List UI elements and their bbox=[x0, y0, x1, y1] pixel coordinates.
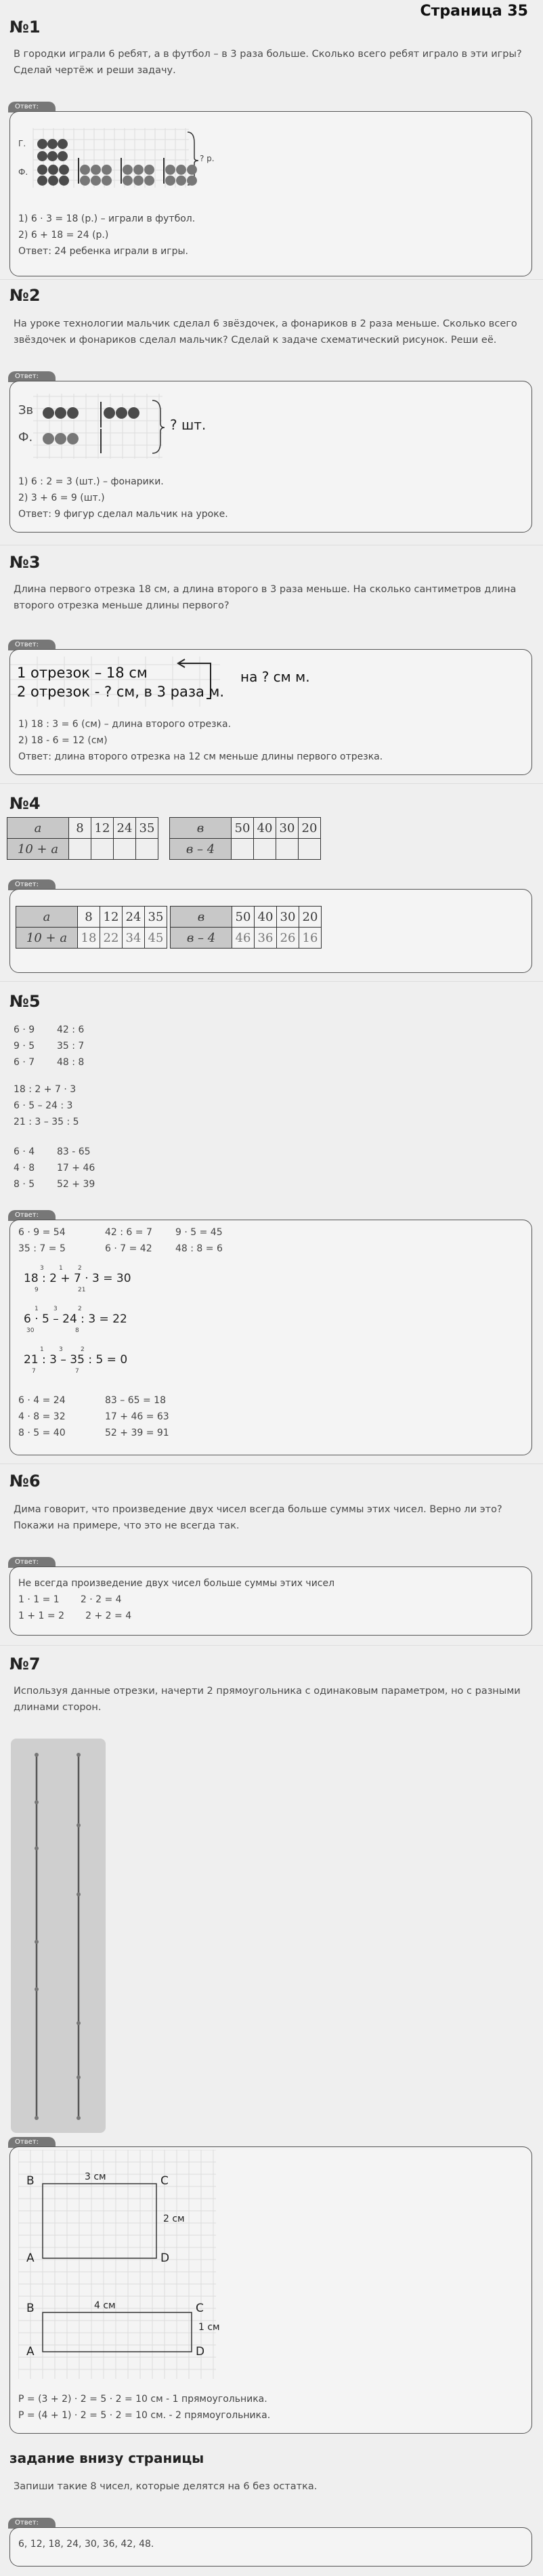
task2-question: ? шт. bbox=[170, 417, 207, 433]
task6-text: Дима говорит, что произведение двух чисел всегда больше суммы этих чисел. Верно ли это? Покажи на примере, что это не всегда так. bbox=[14, 1504, 502, 1531]
task3-answer-line3: Ответ: длина второго отрезка на 12 см меньше длины первого отрезка. bbox=[18, 751, 383, 762]
divider bbox=[0, 981, 543, 982]
table-head-a: a bbox=[16, 907, 78, 928]
diagram-dot bbox=[48, 165, 58, 175]
task1-label-g: Г. bbox=[18, 139, 26, 148]
rect1-vertex-c: C bbox=[160, 2174, 169, 2188]
task4-answer-table-a bbox=[16, 906, 167, 949]
task5-c3-r2: 4 · 8 bbox=[14, 1163, 35, 1173]
table-cell: 45 bbox=[145, 928, 167, 949]
task1-answer-line1: 1) 6 · 3 = 18 (р.) – играли в футбол. bbox=[18, 213, 196, 224]
task5-c1-r3: 6 · 7 bbox=[14, 1057, 35, 1068]
task2-label-stars: Зв bbox=[18, 403, 34, 417]
divider bbox=[0, 783, 543, 784]
table-cell: 8 bbox=[69, 818, 91, 839]
task4-number: №4 bbox=[9, 794, 41, 813]
diagram-dot bbox=[80, 165, 90, 175]
diagram-dot bbox=[104, 407, 115, 419]
answer-tab: Ответ: bbox=[8, 102, 56, 112]
task7-answer-line2: P = (4 + 1) · 2 = 5 · 2 = 10 см. - 2 прямоугольника. bbox=[18, 2410, 271, 2421]
task3-answer-line2: 2) 18 - 6 = 12 (см) bbox=[18, 735, 108, 746]
diagram-dot bbox=[67, 407, 79, 419]
diagram-dot bbox=[47, 139, 58, 149]
task3-line2: 2 отрезок - ? см, в 3 раза м. bbox=[17, 684, 225, 700]
task5-ans-d2: 17 + 46 = 63 bbox=[105, 1411, 169, 1422]
diagram-dot bbox=[165, 175, 175, 186]
table-cell: 18 bbox=[78, 928, 100, 949]
task8-number: задание внизу страницы bbox=[9, 2450, 204, 2466]
diagram-dot bbox=[37, 175, 47, 186]
rect2-vertex-c: C bbox=[196, 2302, 204, 2315]
task2-answer-line3: Ответ: 9 фигур сделал мальчик на уроке. bbox=[18, 509, 228, 520]
diagram-dot bbox=[144, 175, 154, 186]
task5-c4-r2: 17 + 46 bbox=[57, 1163, 95, 1173]
diagram-dot bbox=[58, 151, 68, 161]
table-cell: 20 bbox=[299, 818, 321, 839]
task4-table-a bbox=[7, 817, 158, 860]
table-head-a: a bbox=[7, 818, 69, 839]
table-cell: 24 bbox=[114, 818, 136, 839]
task8-answer: 6, 12, 18, 24, 30, 36, 42, 48. bbox=[18, 2539, 154, 2550]
task1-answer-line3: Ответ: 24 ребенка играли в игры. bbox=[18, 246, 188, 257]
intermediate-mark: 8 bbox=[75, 1327, 79, 1334]
task4-table-b bbox=[169, 817, 321, 860]
rect1-top-label: 3 см bbox=[85, 2172, 106, 2182]
answer-tab: Ответ: bbox=[8, 2518, 56, 2529]
order-mark: 2 bbox=[78, 1265, 82, 1272]
table-head-expr: 10 + a bbox=[7, 839, 69, 860]
task6-answer-line2: 1 · 1 = 1 2 · 2 = 4 bbox=[18, 1594, 122, 1605]
task5-c2-r3: 48 : 8 bbox=[57, 1057, 85, 1068]
diagram-dot bbox=[128, 407, 139, 419]
task1-number: №1 bbox=[9, 18, 41, 37]
task2-text: На уроке технологии мальчик сделал 6 звёздочек, а фонариков в 2 раза меньше. Сколько всего звёздочек и фонариков сделал мальчик? Сделай к задаче схематический рисунок. Реши её. bbox=[14, 318, 517, 346]
table-head-b: в bbox=[171, 907, 232, 928]
intermediate-mark: 7 bbox=[32, 1368, 36, 1375]
diagram-dot bbox=[47, 151, 58, 161]
task3-text: Длина первого отрезка 18 см, а длина второго в 3 раза меньше. На сколько сантиметров длина второго отрезка меньше длины первого? bbox=[14, 584, 517, 611]
table-head-expr: 10 + a bbox=[16, 928, 78, 949]
diagram-dot bbox=[43, 407, 54, 419]
task3-number: №3 bbox=[9, 553, 41, 572]
task5-expr3: 21 : 3 – 35 : 5 bbox=[14, 1117, 79, 1127]
task3-line1: 1 отрезок – 18 см bbox=[17, 665, 148, 681]
task3-question: на ? см м. bbox=[240, 669, 310, 685]
order-mark: 3 bbox=[40, 1265, 44, 1272]
task5-c1-r2: 9 · 5 bbox=[14, 1041, 35, 1052]
task7-answer-box bbox=[9, 2146, 532, 2434]
order-mark: 3 bbox=[53, 1306, 58, 1312]
table-head-expr: в – 4 bbox=[170, 839, 232, 860]
diagram-dot bbox=[144, 165, 154, 175]
task2-label-lanterns: Ф. bbox=[18, 430, 33, 444]
table-cell: 46 bbox=[232, 928, 255, 949]
answer-tab: Ответ: bbox=[8, 1557, 56, 1568]
rect1-vertex-d: D bbox=[160, 2251, 170, 2265]
task8-answer-box bbox=[9, 2527, 532, 2567]
task7-grid bbox=[18, 2150, 216, 2379]
rect1-side-label: 2 см bbox=[163, 2214, 185, 2224]
task6-answer-line3: 1 + 1 = 2 2 + 2 = 4 bbox=[18, 1611, 132, 1621]
task7-text: Используя данные отрезки, начерти 2 прямоугольника с одинаковым параметром, но с разными длинами сторон. bbox=[14, 1686, 521, 1713]
task5-ans-a1: 6 · 9 = 54 bbox=[18, 1227, 66, 1238]
rect2-vertex-b: B bbox=[26, 2302, 35, 2315]
task5-c3-r3: 8 · 5 bbox=[14, 1179, 35, 1190]
rect2-vertex-d: D bbox=[196, 2345, 205, 2359]
table-cell: 40 bbox=[255, 907, 277, 928]
task5-ans-a2: 42 : 6 = 7 bbox=[105, 1227, 152, 1238]
order-mark: 3 bbox=[59, 1346, 63, 1353]
table-cell: 40 bbox=[254, 818, 276, 839]
task5-c1-r1: 6 · 9 bbox=[14, 1024, 35, 1035]
task5-ans-b1: 35 : 7 = 5 bbox=[18, 1243, 66, 1254]
task2-number: №2 bbox=[9, 286, 41, 305]
task7-answer-line1: P = (3 + 2) · 2 = 5 · 2 = 10 см - 1 прямоугольника. bbox=[18, 2394, 267, 2405]
table-cell: 8 bbox=[78, 907, 100, 928]
diagram-dot bbox=[43, 433, 54, 444]
diagram-dot bbox=[133, 175, 144, 186]
diagram-dot bbox=[59, 165, 69, 175]
diagram-dot bbox=[187, 165, 197, 175]
table-cell: 16 bbox=[299, 928, 322, 949]
diagram-dot bbox=[176, 165, 186, 175]
rect1-vertex-b: B bbox=[26, 2174, 35, 2188]
page-title: Страница 35 bbox=[420, 3, 528, 20]
diagram-dot bbox=[58, 139, 68, 149]
table-cell: 35 bbox=[145, 907, 167, 928]
table-head-b: в bbox=[170, 818, 232, 839]
order-mark: 1 bbox=[59, 1265, 63, 1272]
diagram-dot bbox=[176, 175, 186, 186]
rect2-top-label: 4 см bbox=[94, 2300, 116, 2311]
task1-label-f: Ф. bbox=[18, 167, 28, 177]
rect2-side-label: 1 см bbox=[198, 2322, 220, 2333]
answer-tab: Ответ: bbox=[8, 371, 56, 382]
task4-answer-table-b bbox=[170, 906, 322, 949]
diagram-dot bbox=[116, 407, 127, 419]
task5-ans-c1: 6 · 4 = 24 bbox=[18, 1395, 66, 1406]
task6-answer-box bbox=[9, 1566, 532, 1636]
task5-ans-expr1: 18 : 2 + 7 · 3 = 30 bbox=[24, 1272, 131, 1285]
task5-c4-r3: 52 + 39 bbox=[57, 1179, 95, 1190]
diagram-dot bbox=[59, 175, 69, 186]
table-cell: 50 bbox=[232, 818, 254, 839]
task5-ans-expr2: 6 · 5 – 24 : 3 = 22 bbox=[24, 1312, 127, 1326]
rect1-vertex-a: A bbox=[26, 2251, 35, 2265]
table-cell: 26 bbox=[277, 928, 299, 949]
task5-ans-expr3: 21 : 3 – 35 : 5 = 0 bbox=[24, 1353, 128, 1367]
task5-ans-c2: 4 · 8 = 32 bbox=[18, 1411, 66, 1422]
task7-segments bbox=[11, 1739, 106, 2133]
divider bbox=[0, 279, 543, 280]
diagram-dot bbox=[55, 407, 66, 419]
task7-segments-panel bbox=[11, 1739, 106, 2133]
divider bbox=[0, 1463, 543, 1464]
diagram-dot bbox=[123, 165, 133, 175]
order-mark: 2 bbox=[78, 1306, 82, 1312]
task1-question: ? р. bbox=[200, 154, 215, 163]
task5-answer-box bbox=[9, 1220, 532, 1455]
task5-c4-r1: 83 - 65 bbox=[57, 1146, 91, 1157]
order-mark: 1 bbox=[35, 1306, 39, 1312]
table-cell: 22 bbox=[100, 928, 123, 949]
divider bbox=[0, 1645, 543, 1646]
task6-number: №6 bbox=[9, 1472, 41, 1491]
diagram-dot bbox=[102, 175, 112, 186]
answer-tab: Ответ: bbox=[8, 640, 56, 650]
table-cell: 35 bbox=[136, 818, 158, 839]
answer-tab: Ответ: bbox=[8, 879, 56, 890]
diagram-dot bbox=[80, 175, 90, 186]
task5-ans-d3: 52 + 39 = 91 bbox=[105, 1428, 169, 1438]
diagram-dot bbox=[55, 433, 66, 444]
task1-answer-line2: 2) 6 + 18 = 24 (р.) bbox=[18, 230, 109, 241]
task5-ans-d1: 83 – 65 = 18 bbox=[105, 1395, 166, 1406]
task2-answer-line1: 1) 6 : 2 = 3 (шт.) – фонарики. bbox=[18, 476, 164, 487]
task5-ans-c3: 8 · 5 = 40 bbox=[18, 1428, 66, 1438]
task7-number: №7 bbox=[9, 1655, 41, 1674]
task5-c3-r1: 6 · 4 bbox=[14, 1146, 35, 1157]
intermediate-mark: 7 bbox=[75, 1368, 79, 1375]
intermediate-mark: 21 bbox=[78, 1287, 86, 1293]
task5-ans-b3: 48 : 8 = 6 bbox=[175, 1243, 223, 1254]
answer-tab: Ответ: bbox=[8, 1210, 56, 1221]
task1-text: В городки играли 6 ребят, а в футбол – в 3 раза больше. Сколько всего ребят играло в эти игры? Сделай чертёж и реши задачу. bbox=[14, 49, 522, 76]
task5-c2-r1: 42 : 6 bbox=[57, 1024, 85, 1035]
task2-answer-box bbox=[9, 381, 532, 533]
table-cell: 20 bbox=[299, 907, 322, 928]
table-cell: 50 bbox=[232, 907, 255, 928]
diagram-dot bbox=[91, 175, 101, 186]
rect2-vertex-a: A bbox=[26, 2345, 35, 2359]
diagram-dot bbox=[48, 175, 58, 186]
task5-expr1: 18 : 2 + 7 · 3 bbox=[14, 1084, 77, 1095]
diagram-dot bbox=[187, 175, 197, 186]
task5-ans-b2: 6 · 7 = 42 bbox=[105, 1243, 152, 1254]
table-cell: 24 bbox=[123, 907, 145, 928]
table-cell: 12 bbox=[91, 818, 114, 839]
table-cell: 30 bbox=[276, 818, 299, 839]
diagram-dot bbox=[37, 151, 47, 161]
table-head-expr: в – 4 bbox=[171, 928, 232, 949]
diagram-dot bbox=[91, 165, 101, 175]
diagram-dot bbox=[67, 433, 79, 444]
order-mark: 1 bbox=[40, 1346, 44, 1353]
task6-answer-line1: Не всегда произведение двух чисел больше суммы этих чисел bbox=[18, 1578, 335, 1589]
task8-text: Запиши такие 8 чисел, которые делятся на 6 без остатка. bbox=[14, 2481, 318, 2492]
table-cell: 30 bbox=[277, 907, 299, 928]
task5-ans-a3: 9 · 5 = 45 bbox=[175, 1227, 223, 1238]
task2-answer-line2: 2) 3 + 6 = 9 (шт.) bbox=[18, 493, 105, 503]
task5-number: №5 bbox=[9, 992, 41, 1011]
diagram-dot bbox=[37, 139, 47, 149]
answer-tab: Ответ: bbox=[8, 2137, 56, 2148]
diagram-dot bbox=[37, 165, 47, 175]
table-cell: 36 bbox=[255, 928, 277, 949]
intermediate-mark: 30 bbox=[26, 1327, 35, 1334]
task1-answer-box bbox=[9, 111, 532, 276]
order-mark: 2 bbox=[81, 1346, 85, 1353]
task3-answer-box bbox=[9, 649, 532, 775]
task4-answer-box bbox=[9, 889, 532, 973]
diagram-dot bbox=[165, 165, 175, 175]
task5-expr2: 6 · 5 – 24 : 3 bbox=[14, 1100, 73, 1111]
intermediate-mark: 9 bbox=[35, 1287, 39, 1293]
diagram-dot bbox=[102, 165, 112, 175]
table-cell: 34 bbox=[123, 928, 145, 949]
task3-answer-line1: 1) 18 : 3 = 6 (см) – длина второго отрезка. bbox=[18, 719, 232, 730]
table-cell: 12 bbox=[100, 907, 123, 928]
diagram-dot bbox=[133, 165, 144, 175]
diagram-dot bbox=[123, 175, 133, 186]
task5-c2-r2: 35 : 7 bbox=[57, 1041, 85, 1052]
